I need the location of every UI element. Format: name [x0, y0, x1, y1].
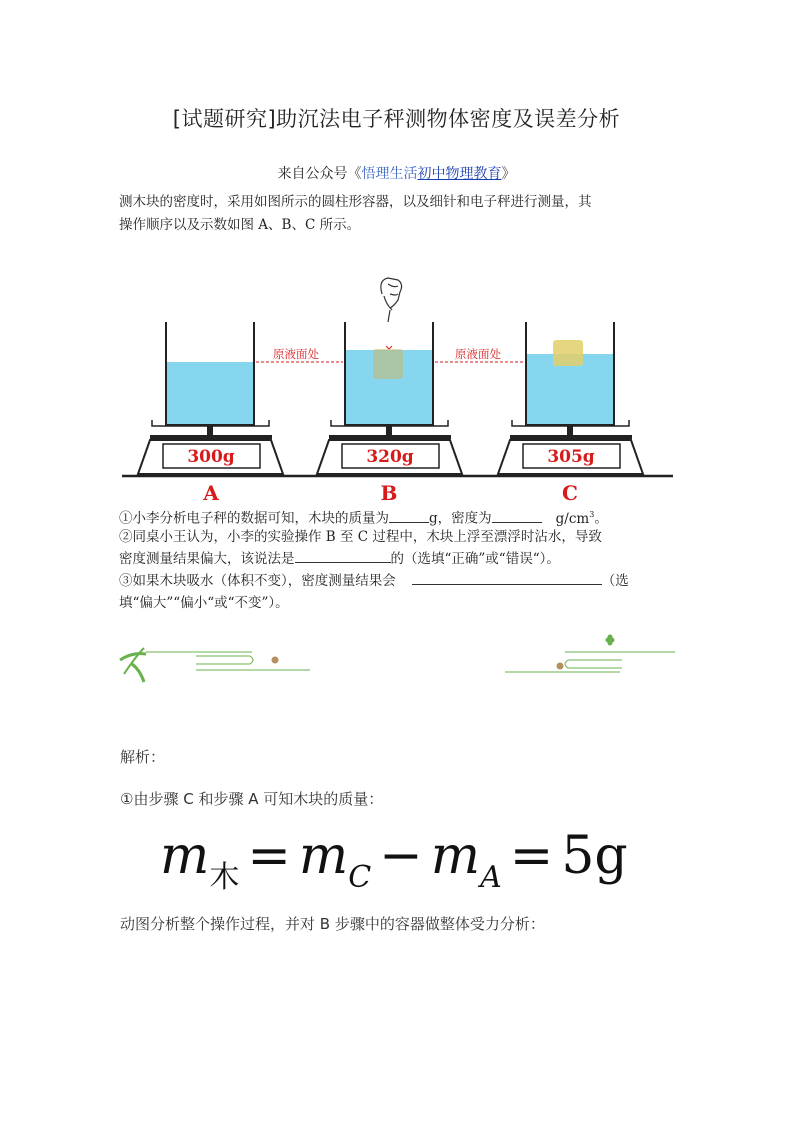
- water-a: [166, 362, 254, 424]
- q2-text-b: 的（选填“正确”或“错误“）。: [390, 551, 560, 567]
- q1-blank-density[interactable]: [492, 508, 542, 523]
- q1-text-d: 。: [594, 510, 608, 527]
- question-2-line-2: [119, 548, 560, 570]
- intro-line-1: 测木块的密度时，采用如图所示的圆柱形容器，以及细针和电子秤进行测量，其: [119, 194, 592, 210]
- q1-unit-sup: 3: [589, 510, 595, 519]
- scale-reading-b: 320g: [366, 447, 414, 467]
- formula-m-2: m: [298, 826, 349, 886]
- hand-needle-icon: [381, 278, 402, 322]
- label-a: A: [203, 481, 219, 505]
- wood-block-c: [553, 340, 583, 366]
- question-3-line-2: 填“偏大”“偏小“或“不变”）。: [119, 595, 289, 611]
- q3-text-b: （选: [601, 573, 629, 589]
- scale-reading-c: 305g: [547, 447, 595, 467]
- formula-sub-wood: 木: [209, 860, 240, 895]
- q1-text-b: g，密度为: [429, 510, 492, 527]
- q3-blank[interactable]: [412, 570, 602, 585]
- wood-block-b: [373, 349, 403, 379]
- analysis-step-1: ①由步骤 C 和步骤 A 可知木块的质量：: [120, 790, 384, 808]
- mass-formula: [160, 826, 628, 896]
- intro-paragraph: [119, 191, 679, 237]
- formula-sub-a: A: [480, 860, 502, 895]
- label-c: C: [562, 481, 578, 505]
- formula-result: 5g: [561, 826, 628, 886]
- scale-reading-a: 300g: [187, 447, 235, 467]
- source-line: [0, 163, 793, 183]
- q2-text-a: 密度测量结果偏大，该说法是: [119, 551, 295, 567]
- source-prefix: 来自公众号《: [277, 166, 362, 182]
- formula-m-1: m: [160, 826, 210, 886]
- annotation-right: 原液面处: [455, 347, 501, 361]
- question-2-line-1: ②同桌小王认为，小李的实验操作 B 至 C 过程中，木块上浮至漂浮时沾水，导致: [119, 529, 602, 545]
- source-account[interactable]: 悟理生活: [361, 166, 418, 182]
- q2-blank[interactable]: [295, 548, 391, 563]
- question-3-line-1: [119, 570, 629, 592]
- formula-eq-2: =: [509, 826, 554, 886]
- formula-minus: −: [379, 826, 423, 886]
- label-b: B: [380, 481, 398, 505]
- deco-dot-right: [557, 663, 564, 670]
- analysis-heading: 解析：: [120, 748, 166, 766]
- annotation-left: 原液面处: [273, 347, 319, 361]
- intro-line-2: 操作顺序以及示数如图 A、B、C 所示。: [119, 217, 361, 233]
- formula-m-3: m: [430, 826, 481, 886]
- q3-text-a: ③如果木块吸水（体积不变），密度测量结果会: [119, 573, 396, 589]
- bamboo-leaf-icon: [120, 648, 146, 682]
- decorative-divider: [110, 630, 680, 690]
- q1-unit: g/cm: [555, 510, 590, 527]
- page-title: [试题研究]助沉法电子秤测物体密度及误差分析: [172, 107, 621, 131]
- deco-dot-left: [272, 657, 279, 664]
- formula-sub-c: C: [348, 860, 372, 895]
- source-link[interactable]: 初中物理教育: [417, 166, 502, 182]
- clover-icon: [606, 635, 615, 646]
- formula-eq-1: =: [247, 826, 291, 886]
- q1-blank-mass[interactable]: [389, 508, 429, 523]
- analysis-step-2: 动图分析整个操作过程，并对 B 步骤中的容器做整体受力分析：: [120, 915, 545, 933]
- experiment-figure: [0, 270, 793, 515]
- q1-text-a: ①小李分析电子秤的数据可知，木块的质量为: [119, 510, 389, 527]
- source-suffix: 》: [501, 166, 516, 182]
